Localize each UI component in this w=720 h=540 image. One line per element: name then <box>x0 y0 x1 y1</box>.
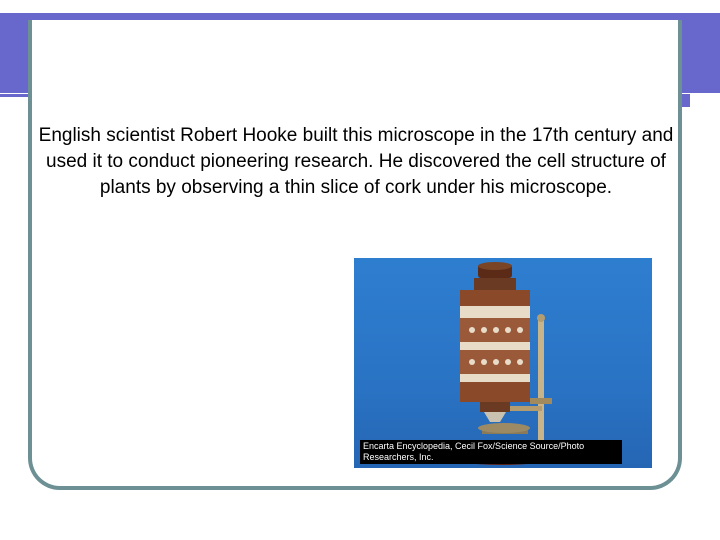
microscope-illustration <box>354 258 652 468</box>
microscope-photo <box>354 258 652 468</box>
slide-caption: English scientist Robert Hooke built this microscope in the 17th century and used it to conduct pioneering research. He discovered the cell structure of plants by observing a thin slice of cork under his microscope. <box>38 125 674 198</box>
photo-credit: Encarta Encyclopedia, Cecil Fox/Science Source/Photo Researchers, Inc. <box>360 440 622 464</box>
